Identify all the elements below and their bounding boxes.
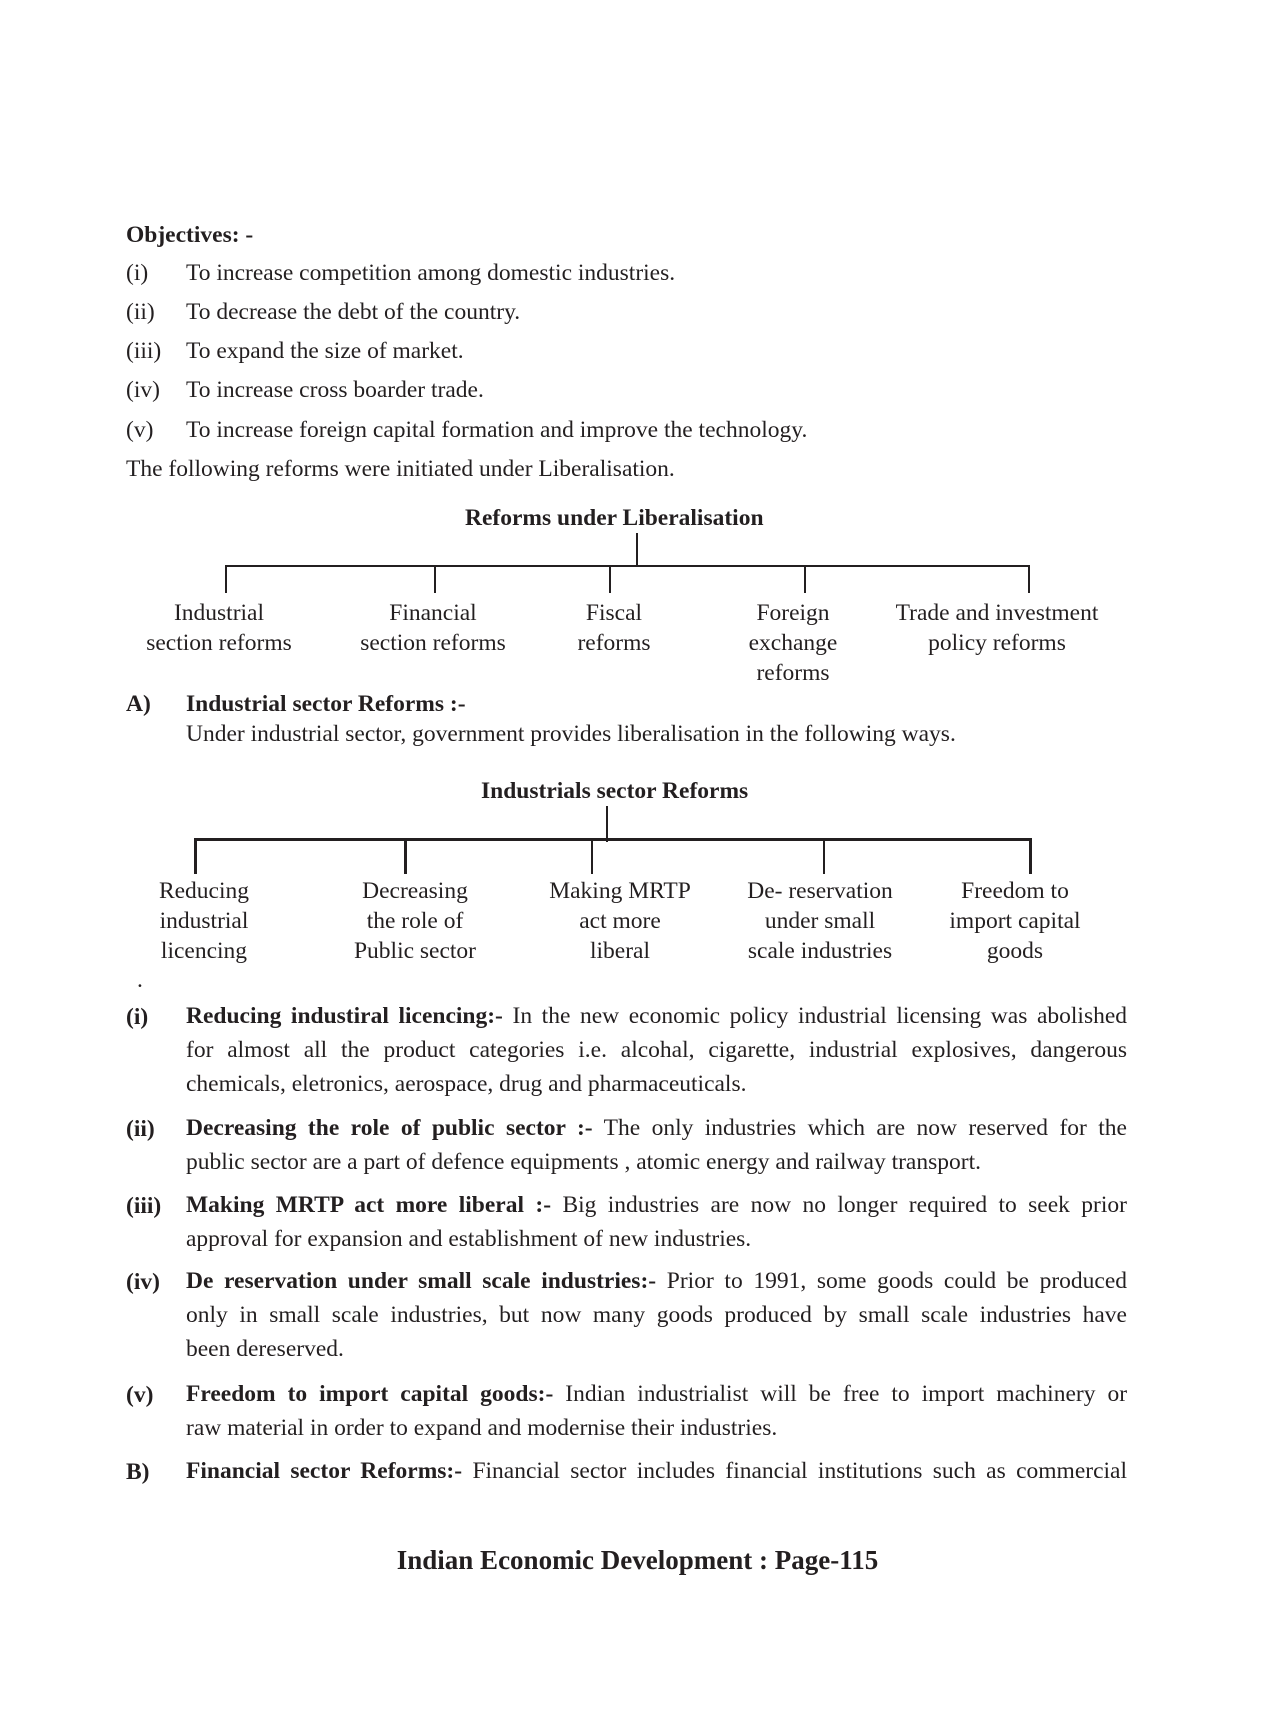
objective-text: To expand the size of market. — [186, 338, 464, 364]
node-line: Decreasing — [362, 878, 468, 904]
detail-line: only in small scale industries, but now many goods produced by small scale industries have — [186, 1302, 1127, 1328]
node-line: Public sector — [353, 938, 477, 964]
diagram-node — [330, 876, 500, 966]
diagram-connector — [823, 838, 825, 874]
detail-paragraph — [186, 1377, 1127, 1445]
detail-number: (iv) — [126, 1269, 160, 1295]
diagram-node — [124, 876, 284, 966]
diagram-node — [930, 876, 1100, 966]
section-a-heading: Industrial sector Reforms :- — [186, 691, 466, 717]
detail-line: Big industries are now no longer required to seek prior — [562, 1192, 1127, 1218]
node-line: Freedom to — [961, 878, 1069, 904]
detail-paragraph — [186, 999, 1127, 1101]
node-line: Trade and investment — [895, 600, 1099, 626]
detail-line: In the new economic policy industrial licensing was abolished — [512, 1003, 1128, 1029]
detail-line: raw material in order to expand and modernise their industries. — [186, 1415, 778, 1441]
diagram-connector — [194, 838, 1032, 841]
diagram-connector — [225, 565, 1030, 567]
detail-paragraph — [186, 1264, 1127, 1366]
objective-number: (i) — [126, 260, 149, 286]
diagram-connector — [609, 565, 611, 593]
objective-text: To increase competition among domestic industries. — [186, 260, 676, 286]
node-line: reforms — [756, 660, 830, 686]
diagram-connector — [591, 838, 593, 874]
node-line: industrial — [159, 908, 249, 934]
diagram-connector — [636, 533, 638, 565]
objective-number: (iii) — [126, 338, 162, 364]
detail-line: approval for expansion and establishment of new industries. — [186, 1226, 752, 1252]
diagram-title: Reforms under Liberalisation — [465, 505, 764, 531]
detail-line: Prior to 1991, some goods could be produced — [666, 1268, 1128, 1294]
objectives-heading: Objectives: - — [126, 222, 254, 248]
section-b-text: Financial sector includes financial institutions such as commercial — [472, 1458, 1128, 1484]
objective-number: (iv) — [126, 377, 160, 403]
diagram-connector — [225, 565, 227, 593]
detail-number: (i) — [126, 1004, 149, 1030]
detail-paragraph — [186, 1111, 1127, 1179]
diagram-connector — [194, 838, 197, 874]
objective-text: To increase cross boarder trade. — [186, 377, 484, 403]
detail-line: public sector are a part of defence equipments , atomic energy and railway transport. — [186, 1149, 981, 1175]
diagram-connector — [804, 565, 806, 593]
diagram-connector — [1029, 838, 1032, 874]
node-line: liberal — [589, 938, 651, 964]
diagram-connector — [1028, 565, 1030, 593]
node-line: Financial — [389, 600, 477, 626]
page-footer: Indian Economic Development : Page-115 — [396, 1545, 879, 1575]
node-line: Making MRTP — [549, 878, 691, 904]
node-line: section reforms — [360, 630, 506, 656]
node-line: De- reservation — [747, 878, 893, 904]
node-line: exchange — [748, 630, 838, 656]
detail-number: (v) — [126, 1382, 154, 1408]
node-line: section reforms — [146, 630, 292, 656]
detail-line: been dereserved. — [186, 1336, 344, 1362]
node-line: Reducing — [158, 878, 250, 904]
diagram-node — [530, 876, 710, 966]
detail-heading: Making MRTP act more liberal :- — [186, 1192, 552, 1218]
section-b-heading: Financial sector Reforms:- — [186, 1458, 463, 1484]
diagram-node — [725, 876, 915, 966]
section-b-label: B) — [126, 1459, 150, 1485]
objective-number: (ii) — [126, 299, 155, 325]
section-a-label: A) — [126, 691, 151, 717]
detail-heading: Decreasing the role of public sector :- — [186, 1115, 593, 1141]
objective-number: (v) — [126, 417, 154, 443]
diagram-node — [534, 598, 694, 658]
diagram-connector — [434, 565, 436, 593]
detail-heading: Freedom to import capital goods:- — [186, 1381, 554, 1407]
detail-number: (iii) — [126, 1193, 162, 1219]
node-line: policy reforms — [928, 630, 1066, 656]
detail-paragraph — [186, 1188, 1127, 1256]
node-line: reforms — [577, 630, 651, 656]
diagram-title: Industrials sector Reforms — [481, 778, 749, 804]
detail-heading: Reducing industiral licencing:- — [186, 1003, 503, 1029]
node-line: act more — [579, 908, 661, 934]
detail-line: for almost all the product categories i.e. alcohal, cigarette, industrial explosives, dangerous — [186, 1037, 1127, 1063]
section-a-text: Under industrial sector, government provides liberalisation in the following ways. — [186, 721, 956, 747]
detail-line: The only industries which are now reserved for the — [603, 1115, 1127, 1141]
diagram-node — [713, 598, 873, 688]
node-line: goods — [986, 938, 1044, 964]
detail-line: Indian industrialist will be free to import machinery or — [565, 1381, 1128, 1407]
detail-heading: De reservation under small scale industries:- — [186, 1268, 657, 1294]
stray-dot: . — [137, 967, 143, 993]
reforms-intro: The following reforms were initiated under Liberalisation. — [126, 456, 675, 482]
node-line: licencing — [160, 938, 248, 964]
detail-line: chemicals, eletronics, aerospace, drug and pharmaceuticals. — [186, 1071, 747, 1097]
node-line: import capital — [949, 908, 1081, 934]
node-line: Foreign — [756, 600, 830, 626]
diagram-node — [872, 598, 1122, 658]
node-line: Fiscal — [585, 600, 643, 626]
detail-number: (ii) — [126, 1116, 155, 1142]
node-line: scale industries — [747, 938, 893, 964]
node-line: the role of — [366, 908, 464, 934]
diagram-connector — [404, 838, 407, 874]
diagram-connector — [606, 806, 608, 842]
diagram-node — [333, 598, 533, 658]
node-line: under small — [764, 908, 876, 934]
section-b-paragraph — [186, 1454, 1127, 1488]
node-line: Industrial — [173, 600, 265, 626]
diagram-node — [119, 598, 319, 658]
objective-text: To increase foreign capital formation and improve the technology. — [186, 417, 808, 443]
objective-text: To decrease the debt of the country. — [186, 299, 521, 325]
